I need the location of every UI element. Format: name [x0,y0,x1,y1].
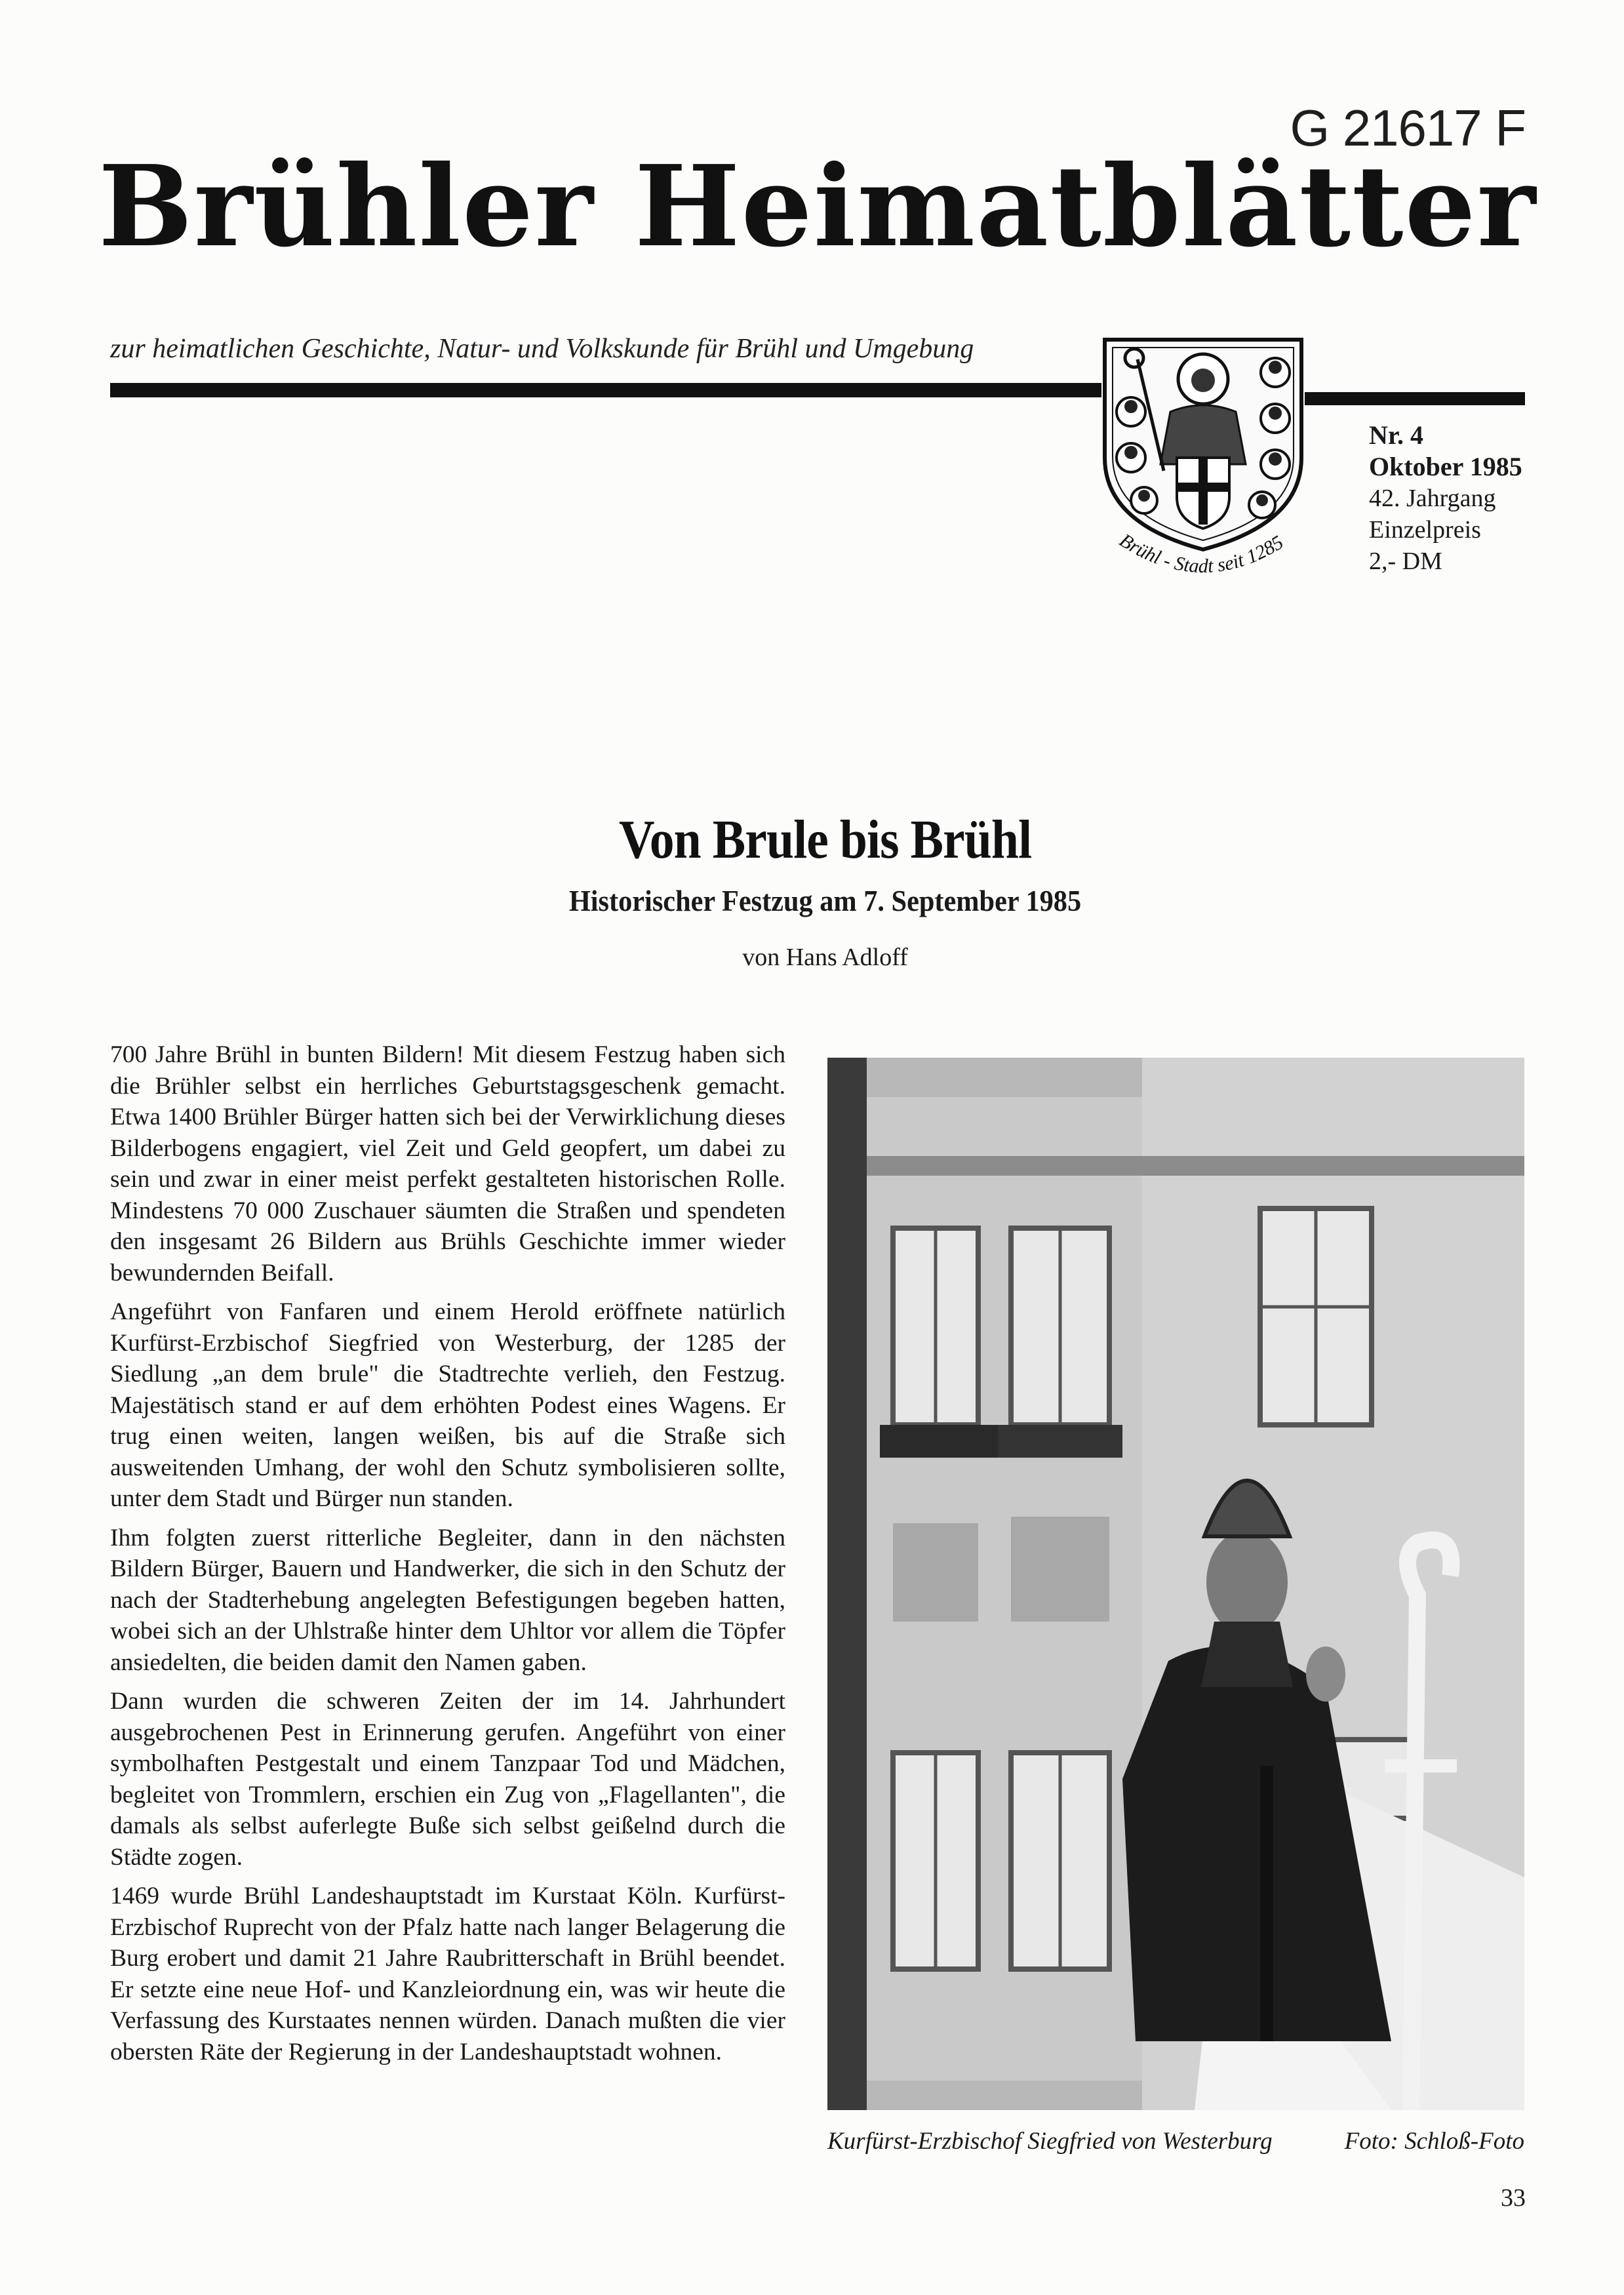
crest-motto: Brühl - Stadt seit 1285 [1115,529,1288,578]
header-rule-left [110,383,1101,397]
header-rule-right [1305,392,1525,405]
article-body [110,1039,785,2075]
masthead-title: Brühler Heimatblätter [98,141,1537,272]
issue-price-label: Einzelpreis [1369,516,1481,544]
photo-caption [827,2127,1524,2155]
issue-number: Nr. 4 [1369,420,1423,450]
photo-credit: Foto: Schloß-Foto [1344,2128,1524,2155]
issue-info [1369,420,1522,577]
publication-code: G 21617 F [1290,99,1526,157]
paragraph: 700 Jahre Brühl in bunten Bildern! Mit diesem Festzug haben sich die Brühler selbst ein herrliches Geburtstagsgeschenk gemacht. Etwa 1400 Brühler Bürger hatten sich bei der Verwirklichung dieses Bilderbogens engagiert, viel Zeit und Geld geopfert, um dabei zu sein und zwar in einer meist perfekt gestalteten historischen Rolle. Mindestens 70 000 Zuschauer säumten die Straßen und spendeten den insgesamt 26 Bildern aus Brühls Geschichte immer wieder bewundernden Beifall. [110,1041,785,1287]
article-heading [0,808,1624,972]
paragraph: 1469 wurde Brühl Landeshauptstadt im Kurstaat Köln. Kurfürst-Erzbischof Ruprecht von der Pfalz hatte nach langer Belagerung die Burg erobert und damit 21 Jahre Raubritterschaft in Brühl beendet. Er setzte eine neue Hof- und Kanzleiordnung ein, was wir heute die Verfassung des Kurstaates nennen würden. Danach mußten die vier obersten Räte der Regierung in der Landeshauptstadt wohnen. [110,1883,785,2066]
paragraph: Angeführt von Fanfaren und einem Herold eröffnete natürlich Kurfürst-Erzbischof Siegfried von Westerburg, der 1285 der Siedlung „an dem brule" die Stadtrechte verlieh, den Festzug. Majestätisch stand er auf dem erhöhten Podest eines Wagens. Er trug einen weiten, langen weißen, bis auf die Straße sich ausweitenden Umhang, der wohl den Schutz symbolisieren sollte, unter dem Stadt und Bürger nun standen. [110,1298,785,1512]
coat-of-arms-icon [1092,333,1315,602]
article-title: Von Brule bis Brühl [618,809,1032,870]
issue-volume: 42. Jahrgang [1369,485,1496,512]
issue-price: 2,- DM [1369,548,1442,575]
paragraph: Ihm folgten zuerst ritterliche Begleiter, dann in den nächsten Bildern Bürger, Bauern und Handwerker, die sich in den Schutz der nach der Stadterhebung angelegten Befestigungen begeben hatten, wobei sich an der Uhlstraße hinter dem Uhltor vor allem die Töpfer ansiedelten, die beiden damit den Namen gaben. [110,1524,785,1676]
issue-month: Oktober 1985 [1369,452,1522,481]
masthead-subtitle: zur heimatlichen Geschichte, Natur- und Volkskunde für Brühl und Umgebung [110,334,974,364]
article-subtitle: Historischer Festzug am 7. September 1985 [568,884,1082,917]
article-photo [827,1058,1524,2110]
paragraph: Dann wurden die schweren Zeiten der im 14. Jahrhundert ausgebrochenen Pest in Erinnerung gerufen. Angeführt von einer symbolhaften Pestgestalt und einem Tanzpaar Tod und Mädchen, begleitet von Trommlern, erschien ein Zug von „Flagellanten", die damals als selbst auferlegte Buße sich selbst geißelnd durch die Städte zogen. [110,1688,785,1871]
photo-caption-text: Kurfürst-Erzbischof Siegfried von Westerburg [827,2128,1273,2155]
article-author: von Hans Adloff [742,944,908,971]
page-number: 33 [1501,2184,1526,2212]
